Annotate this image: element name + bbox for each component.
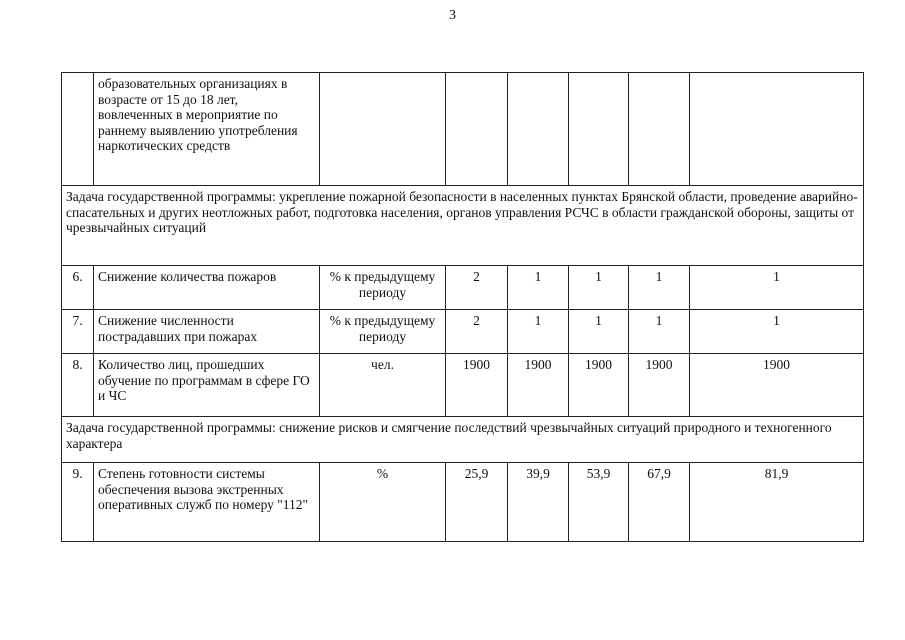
value-cell: 53,9 (569, 463, 629, 542)
value-cell: 1 (690, 310, 864, 354)
unit-cell: % к предыдущему периоду (320, 310, 446, 354)
value-cell (690, 73, 864, 186)
unit-cell (320, 73, 446, 186)
table-row (62, 310, 864, 354)
task-heading: Задача государственной программы: снижение рисков и смягчение последствий чрезвычайных ситуаций природного и техногенного характера (62, 417, 864, 463)
indicator-name-cell: Степень готовности системы обеспечения вызова экстренных оперативных служб по номеру "112" (94, 463, 320, 542)
row-number-cell: 7. (62, 310, 94, 354)
indicators-table (61, 72, 864, 542)
row-number-cell: 6. (62, 266, 94, 310)
row-number-cell (62, 73, 94, 186)
value-cell: 2 (446, 310, 508, 354)
unit-cell: чел. (320, 354, 446, 417)
value-cell: 81,9 (690, 463, 864, 542)
value-cell: 1900 (569, 354, 629, 417)
value-cell: 1 (629, 310, 690, 354)
table-row-continuation (62, 73, 864, 186)
row-number-cell: 8. (62, 354, 94, 417)
task-row-emergency-risks (62, 417, 864, 463)
value-cell: 67,9 (629, 463, 690, 542)
indicator-name-cell: Снижение количества пожаров (94, 266, 320, 310)
value-cell: 39,9 (508, 463, 569, 542)
value-cell: 1900 (690, 354, 864, 417)
row-number-cell: 9. (62, 463, 94, 542)
table-row (62, 463, 864, 542)
value-cell: 1 (508, 266, 569, 310)
value-cell (446, 73, 508, 186)
table-row (62, 266, 864, 310)
page-number: 3 (449, 8, 456, 23)
value-cell: 1 (629, 266, 690, 310)
value-cell: 1 (569, 266, 629, 310)
value-cell: 2 (446, 266, 508, 310)
value-cell: 1900 (508, 354, 569, 417)
indicator-name-cell: Снижение численности пострадавших при пожарах (94, 310, 320, 354)
indicator-name-cell: образовательных организациях в возрасте от 15 до 18 лет, вовлеченных в мероприятие по раннему выявлению употребления наркотических средств (94, 73, 320, 186)
table-row (62, 354, 864, 417)
value-cell: 1 (690, 266, 864, 310)
value-cell: 1900 (446, 354, 508, 417)
value-cell (569, 73, 629, 186)
indicator-name-cell: Количество лиц, прошедших обучение по программам в сфере ГО и ЧС (94, 354, 320, 417)
value-cell: 25,9 (446, 463, 508, 542)
value-cell: 1900 (629, 354, 690, 417)
task-row-fire-safety (62, 186, 864, 266)
value-cell: 1 (569, 310, 629, 354)
unit-cell: % (320, 463, 446, 542)
value-cell (508, 73, 569, 186)
value-cell: 1 (508, 310, 569, 354)
unit-cell: % к предыдущему периоду (320, 266, 446, 310)
value-cell (629, 73, 690, 186)
task-heading: Задача государственной программы: укрепление пожарной безопасности в населенных пунктах Брянской области, проведение аварийно-спасательных и других неотложных работ, подготовка населения, органов управления РСЧС в области гражданской обороны, защиты от чрезвычайных ситуаций (62, 186, 864, 266)
